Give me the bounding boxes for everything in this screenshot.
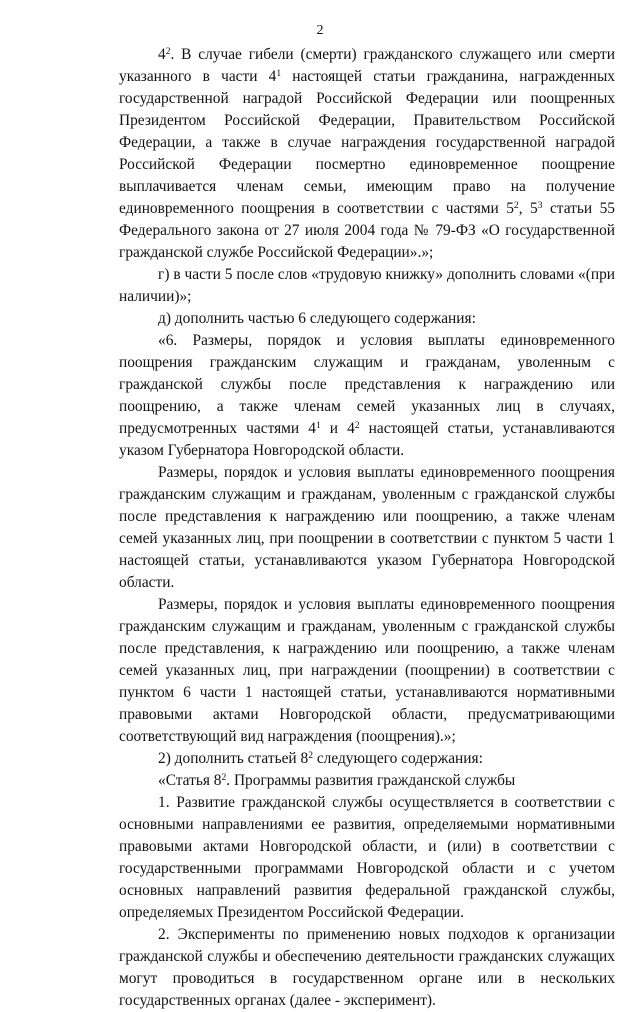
text-run: , 5 [518,200,538,217]
superscript-index: 2 [513,200,519,212]
text-run: следующего содержания: [312,750,483,767]
text-run: г) в части 5 после слов «трудовую книжку» дополнить словами «(при наличии)»; [119,266,615,305]
text-run: статьи 55 Федерального закона от 27 июля 2004 года № 79-ФЗ «О государственной гражданской службе Российской Федерации».»; [119,200,616,261]
paragraph-part-6-third [119,594,615,748]
page-number: 2 [316,23,324,38]
article-8-2-heading [119,770,615,792]
superscript-index: 2 [354,420,360,432]
paragraph-item-2 [119,748,615,770]
text-run: настоящей статьи, устанавливаются указом Губернатора Новгородской области. [119,420,615,459]
document-body [119,44,615,1012]
superscript-index: 2 [308,750,313,762]
text-run: настоящей статьи гражданина, награжденных государственной наградой Российской Федерации или поощренных Президентом Российской Федерации, Правительством Российской Федерации, а также в случае награждения государственной наградой Российской Федерации посмертно единовременное поощрение выплачивается членам семьи, имеющим право на получение единовременного поощрения в соответствии с частями 5 [119,68,615,217]
text-run: 4 [158,46,166,63]
paragraph-item-d [119,308,615,330]
paragraph-item-g [119,264,615,308]
superscript-index: 1 [315,420,321,432]
text-run: «6. Размеры, порядок и условия выплаты единовременного поощрения гражданским служащим и гражданам, уволенным с гражданской службы после представления к награждению или поощрению, а также членам семей указанных лиц в случаях, предусмотренных частями 4 [119,332,615,437]
text-run: «Статья 8 [158,772,222,789]
text-run: 1. Развитие гражданской службы осуществляется в соответствии с основными направлениями ее развития, определяемыми нормативными правовыми актами Новгородской области, и (или) в соответствии с государственными программами Новгородской области и с учетом основных направлений развития федеральной гражданской службы, определяемых Президентом Российской Федерации. [119,794,615,921]
paragraph-4-2-death-payment [119,44,615,264]
text-run: и 4 [320,420,355,437]
article-8-2-part-2 [119,924,615,1012]
text-run: д) дополнить частью 6 следующего содержания: [158,310,476,327]
text-run: Размеры, порядок и условия выплаты единовременного поощрения гражданским служащим и гражданам, уволенным с гражданской службы после представления к награждению или поощрению, а также членам семей указанных лиц, при поощрении в соответствии с пунктом 5 части 1 настоящей статьи, устанавливаются указом Губернатора Новгородской области. [119,464,615,591]
superscript-index: 2 [221,772,227,784]
superscript-index: 2 [165,46,171,58]
paragraph-part-6-second [119,462,615,594]
text-run: . Программы развития гражданской службы [226,772,516,789]
text-run: 2. Эксперименты по применению новых подходов к организации гражданской службы и обеспечению деятельности гражданских служащих могут проводиться в государственном органе или в нескольких государственных органах (далее - эксперимент). [119,926,615,1009]
text-run: 2) дополнить статьей 8 [158,750,309,767]
superscript-index: 3 [537,200,543,212]
text-run: . В случае гибели (смерти) гражданского служащего или смерти указанного в части 4 [119,46,615,85]
text-run: Размеры, порядок и условия выплаты единовременного поощрения гражданским служащим и гражданам, уволенным с гражданской службы после представления, к награждению или поощрению, а также членам семей указанных лиц, при награждении (поощрении) в соответствии с пунктом 6 части 1 настоящей статьи, устанавливаются нормативными правовыми актами Новгородской области, предусматривающими соответствующий вид награждения (поощрения).»; [119,596,615,745]
article-8-2-part-1 [119,792,615,924]
superscript-index: 1 [276,68,282,80]
paragraph-part-6 [119,330,615,462]
